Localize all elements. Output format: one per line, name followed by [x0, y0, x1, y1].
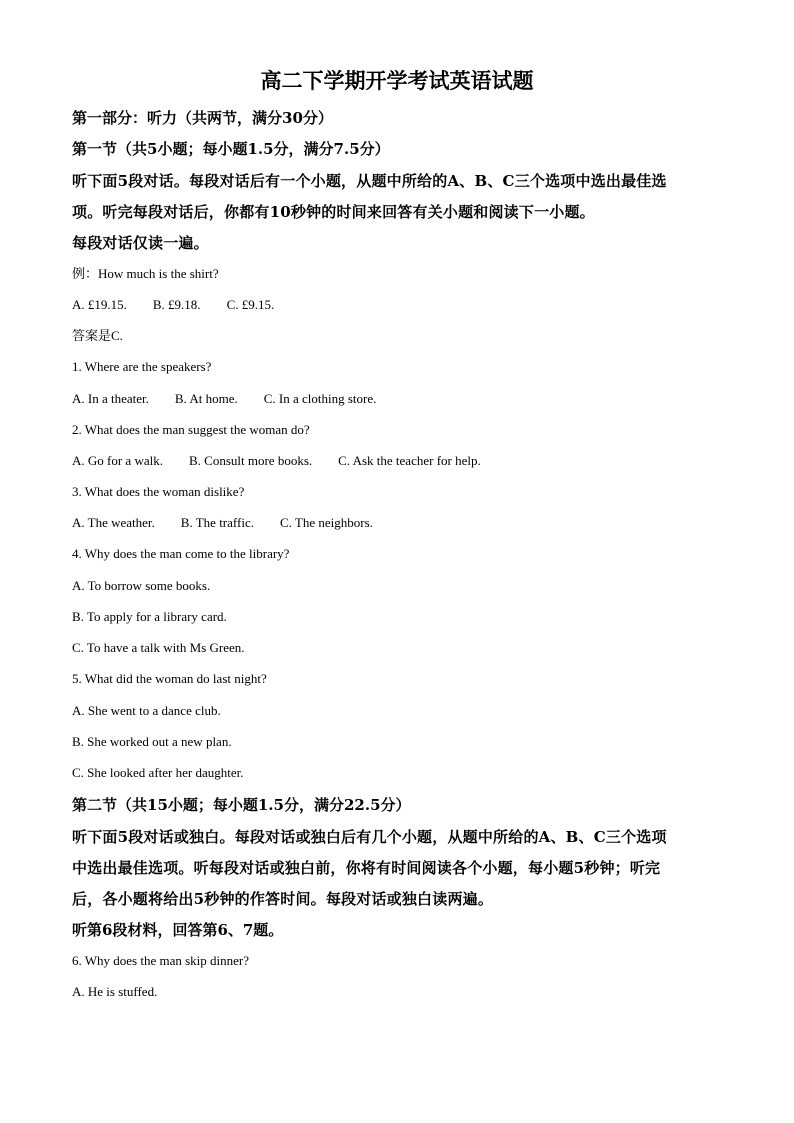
question-6: 6. Why does the man skip dinner? [72, 953, 250, 968]
section2-instruction-line-1: 听下面5段对话或独白。每段对话或独白后有几个小题，从题中所给的A、B、C三个选项 [72, 828, 667, 846]
example-option-c: C. £9.15. [226, 297, 275, 312]
example-option-b: B. £9.18. [152, 297, 201, 312]
q1-option-c: C. In a clothing store. [263, 391, 377, 406]
section2-instruction-line-3: 后，各小题将给出5秒钟的作答时间。每段对话或独白读两遍。 [72, 890, 494, 908]
section2-instruction-line-2: 中选出最佳选项。听每段对话或独白前，你将有时间阅读各个小题，每小题5秒钟；听完 [72, 859, 661, 877]
question-2: 2. What does the man suggest the woman do? [72, 422, 310, 437]
q3-option-c: C. The neighbors. [279, 515, 373, 530]
part1-heading: 第一部分：听力（共两节，满分30分） [72, 109, 333, 127]
q5-option-c: C. She looked after her daughter. [72, 765, 244, 780]
section1-instruction-line-3: 每段对话仅读一遍。 [72, 234, 209, 252]
q4-option-c: C. To have a talk with Ms Green. [72, 640, 245, 655]
section1-heading: 第一节（共5小题；每小题1.5分，满分7.5分） [72, 140, 390, 158]
q5-option-a: A. She went to a dance club. [72, 703, 221, 718]
question-3: 3. What does the woman dislike? [72, 484, 245, 499]
example-option-a: A. £19.15. [72, 297, 127, 312]
q3-option-a: A. The weather. [72, 515, 155, 530]
question-3-options [72, 514, 373, 532]
question-4: 4. Why does the man come to the library? [72, 546, 290, 561]
q3-option-b: B. The traffic. [180, 515, 254, 530]
q2-option-a: A. Go for a walk. [72, 453, 163, 468]
question-2-options [72, 452, 481, 470]
section1-instruction-line-2: 项。听完每段对话后，你都有10秒钟的时间来回答有关小题和阅读下一小题。 [72, 203, 595, 221]
example-answer: 答案是C. [72, 328, 123, 343]
question-1: 1. Where are the speakers? [72, 359, 212, 374]
q4-option-b: B. To apply for a library card. [72, 609, 227, 624]
q1-option-a: A. In a theater. [72, 391, 149, 406]
question-1-options [72, 390, 376, 408]
example-question: 例：How much is the shirt? [72, 266, 219, 281]
page-title: 高二下学期开学考试英语试题 [260, 68, 534, 93]
section2-heading: 第二节（共15小题；每小题1.5分，满分22.5分） [72, 796, 411, 814]
q2-option-c: C. Ask the teacher for help. [338, 453, 481, 468]
q2-option-b: B. Consult more books. [188, 453, 313, 468]
q4-option-a: A. To borrow some books. [72, 578, 211, 593]
section1-instruction-line-1: 听下面5段对话。每段对话后有一个小题，从题中所给的A、B、C三个选项中选出最佳选 [72, 172, 667, 190]
material-6-heading: 听第6段材料，回答第6、7题。 [72, 921, 284, 939]
q6-option-a: A. He is stuffed. [72, 984, 158, 999]
q5-option-b: B. She worked out a new plan. [72, 734, 232, 749]
question-5: 5. What did the woman do last night? [72, 671, 267, 686]
example-options [72, 296, 274, 314]
q1-option-b: B. At home. [174, 391, 238, 406]
